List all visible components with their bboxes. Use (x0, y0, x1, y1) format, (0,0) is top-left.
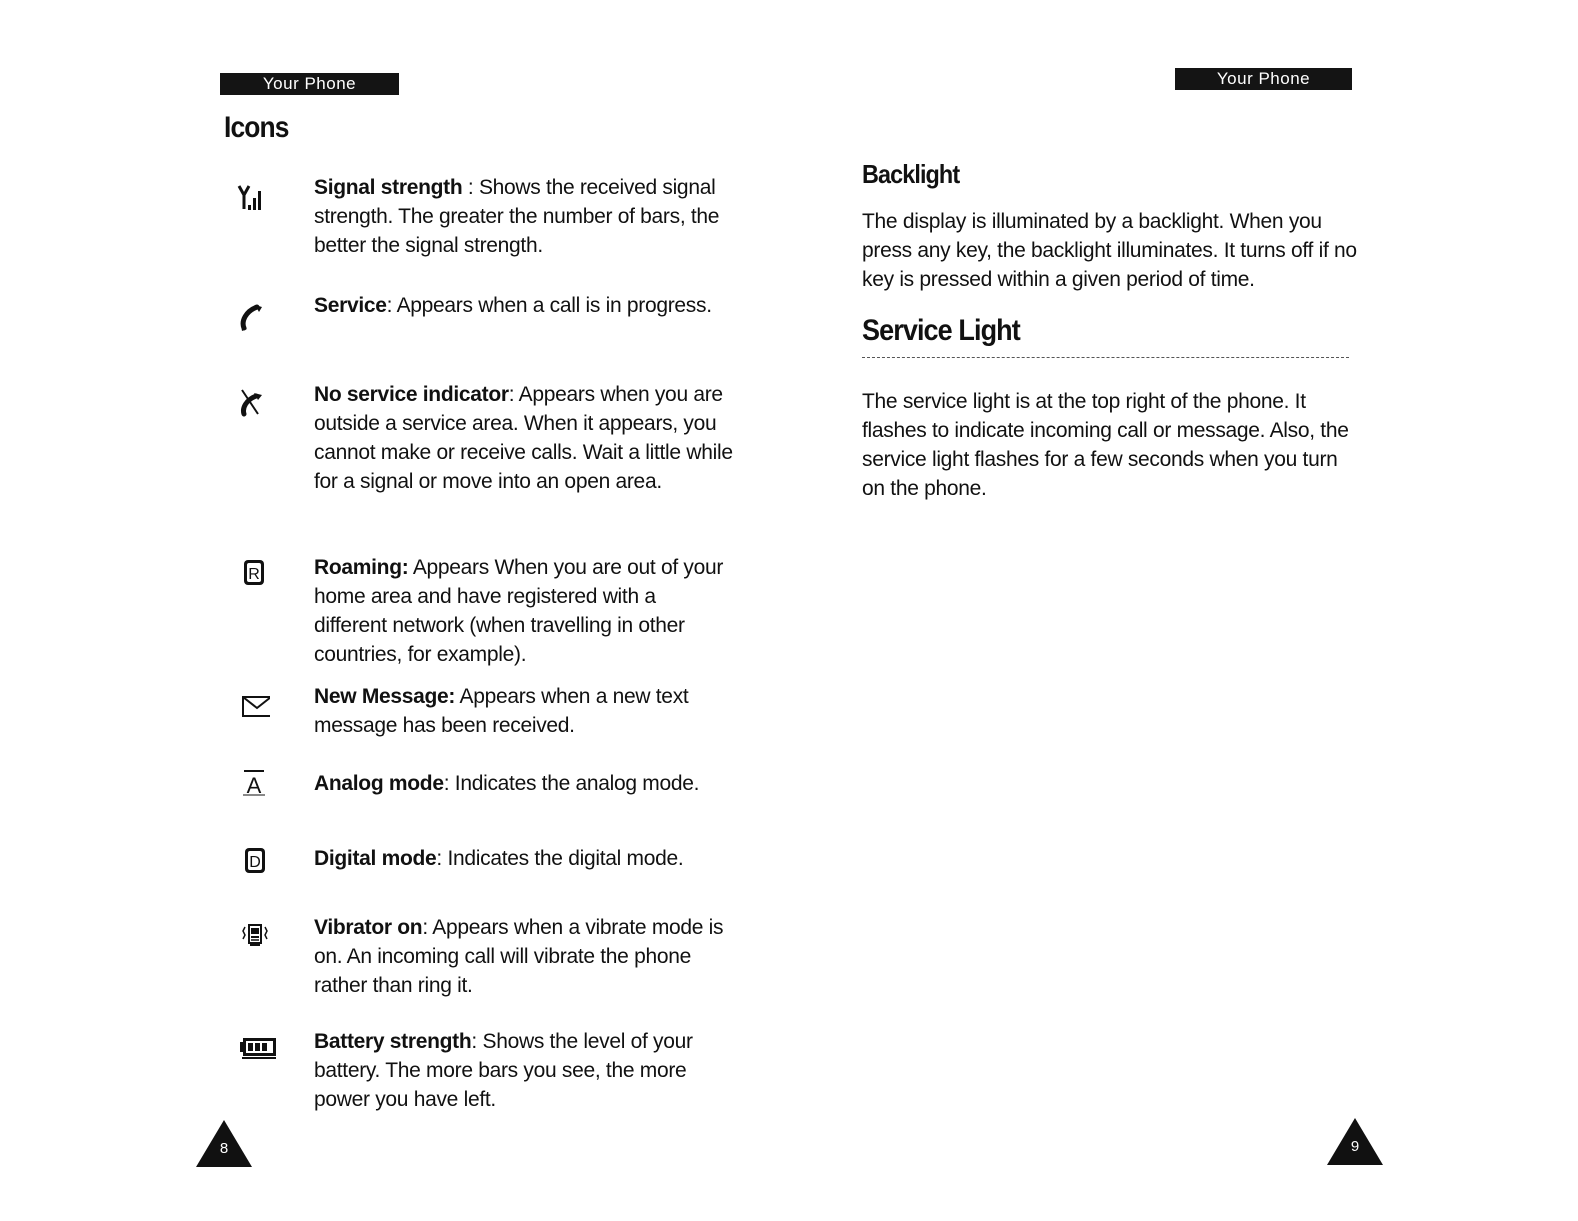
entry-description (314, 682, 734, 740)
page-number-marker (1325, 1116, 1385, 1166)
entry-description: Analog mode: Indicates the analog mode. (314, 772, 700, 795)
section-divider (862, 357, 1349, 358)
entry-text: Appears When you are out of your home area and have registered with a different network (when travelling in other countries, for example). (314, 556, 724, 666)
section-tab: Your Phone (1175, 68, 1352, 90)
entry-description: Service: Appears when a call is in progress. (314, 294, 712, 317)
page-title: Icons (224, 111, 289, 144)
right-page (789, 0, 1578, 1221)
entry-description: Battery strength: Shows the level of your battery. The more bars you see, the more power you have left. (314, 1030, 693, 1111)
signal-strength-icon (230, 181, 282, 221)
battery-icon (230, 1035, 282, 1075)
analog-mode-icon (230, 769, 282, 809)
entry-text: Shows the received signal strength. The greater the number of bars, the better the signal strength. (314, 176, 720, 257)
svg-text:A: A (246, 773, 262, 798)
backlight-paragraph: The display is illuminated by a backlight. When you press any key, the backlight illuminates. It turns off if no key is pressed within a given period of time. (862, 210, 1357, 291)
roaming-icon (230, 559, 282, 599)
service-handset-icon (230, 301, 282, 341)
entry-description (314, 553, 734, 669)
backlight-heading: Backlight (862, 159, 960, 189)
entry-term: Vibrator on (314, 916, 423, 939)
entry-text: Shows the level of your battery. The more bars you see, the more power you have left. (314, 1030, 693, 1111)
entry-term: Analog mode (314, 772, 444, 795)
entry-text: Appears when a new text message has been received. (314, 685, 689, 737)
svg-text:R: R (248, 566, 260, 583)
entry-text: Indicates the digital mode. (447, 847, 684, 870)
entry-text: Appears when you are outside a service area. When it appears, you cannot make or receive calls. Wait a little while for a signal or move into an open area. (314, 383, 733, 493)
entry-term: New Message: (314, 685, 456, 708)
no-service-icon (230, 386, 282, 426)
section-tab: Your Phone (220, 73, 399, 95)
service-light-paragraph: The service light is at the top right of the phone. It flashes to indicate incoming call or message. Also, the service light flashes for a few seconds when you turn on the phone. (862, 390, 1349, 500)
entry-term: Roaming: (314, 556, 409, 579)
entry-term: Digital mode (314, 847, 437, 870)
envelope-icon (230, 694, 282, 734)
vibrator-icon (230, 921, 282, 961)
entry-text: Indicates the analog mode. (454, 772, 700, 795)
entry-description: Signal strength : Shows the received signal strength. The greater the number of bars, the better the signal strength. (314, 176, 720, 257)
digital-mode-icon (230, 847, 282, 887)
entry-description: No service indicator: Appears when you are outside a service area. When it appears, you cannot make or receive calls. Wait a little while for a signal or move into an open area. (314, 383, 733, 493)
entry-term: Service (314, 294, 387, 317)
entry-term: Signal strength (314, 176, 463, 199)
svg-text:D: D (249, 854, 261, 871)
entry-term: Battery strength (314, 1030, 472, 1053)
entry-description: Vibrator on: Appears when a vibrate mode is on. An incoming call will vibrate the phone rather than ring it. (314, 916, 724, 997)
page-number: 9 (1350, 1138, 1360, 1155)
entry-text: Appears when a vibrate mode is on. An incoming call will vibrate the phone rather than ring it. (314, 916, 724, 997)
page-number: 8 (219, 1140, 229, 1157)
service-light-heading: Service Light (862, 314, 1020, 347)
entry-description: Digital mode: Indicates the digital mode. (314, 847, 684, 870)
page-number-marker (194, 1118, 254, 1168)
entry-term: No service indicator (314, 383, 509, 406)
entry-text: Appears when a call is in progress. (396, 294, 712, 317)
